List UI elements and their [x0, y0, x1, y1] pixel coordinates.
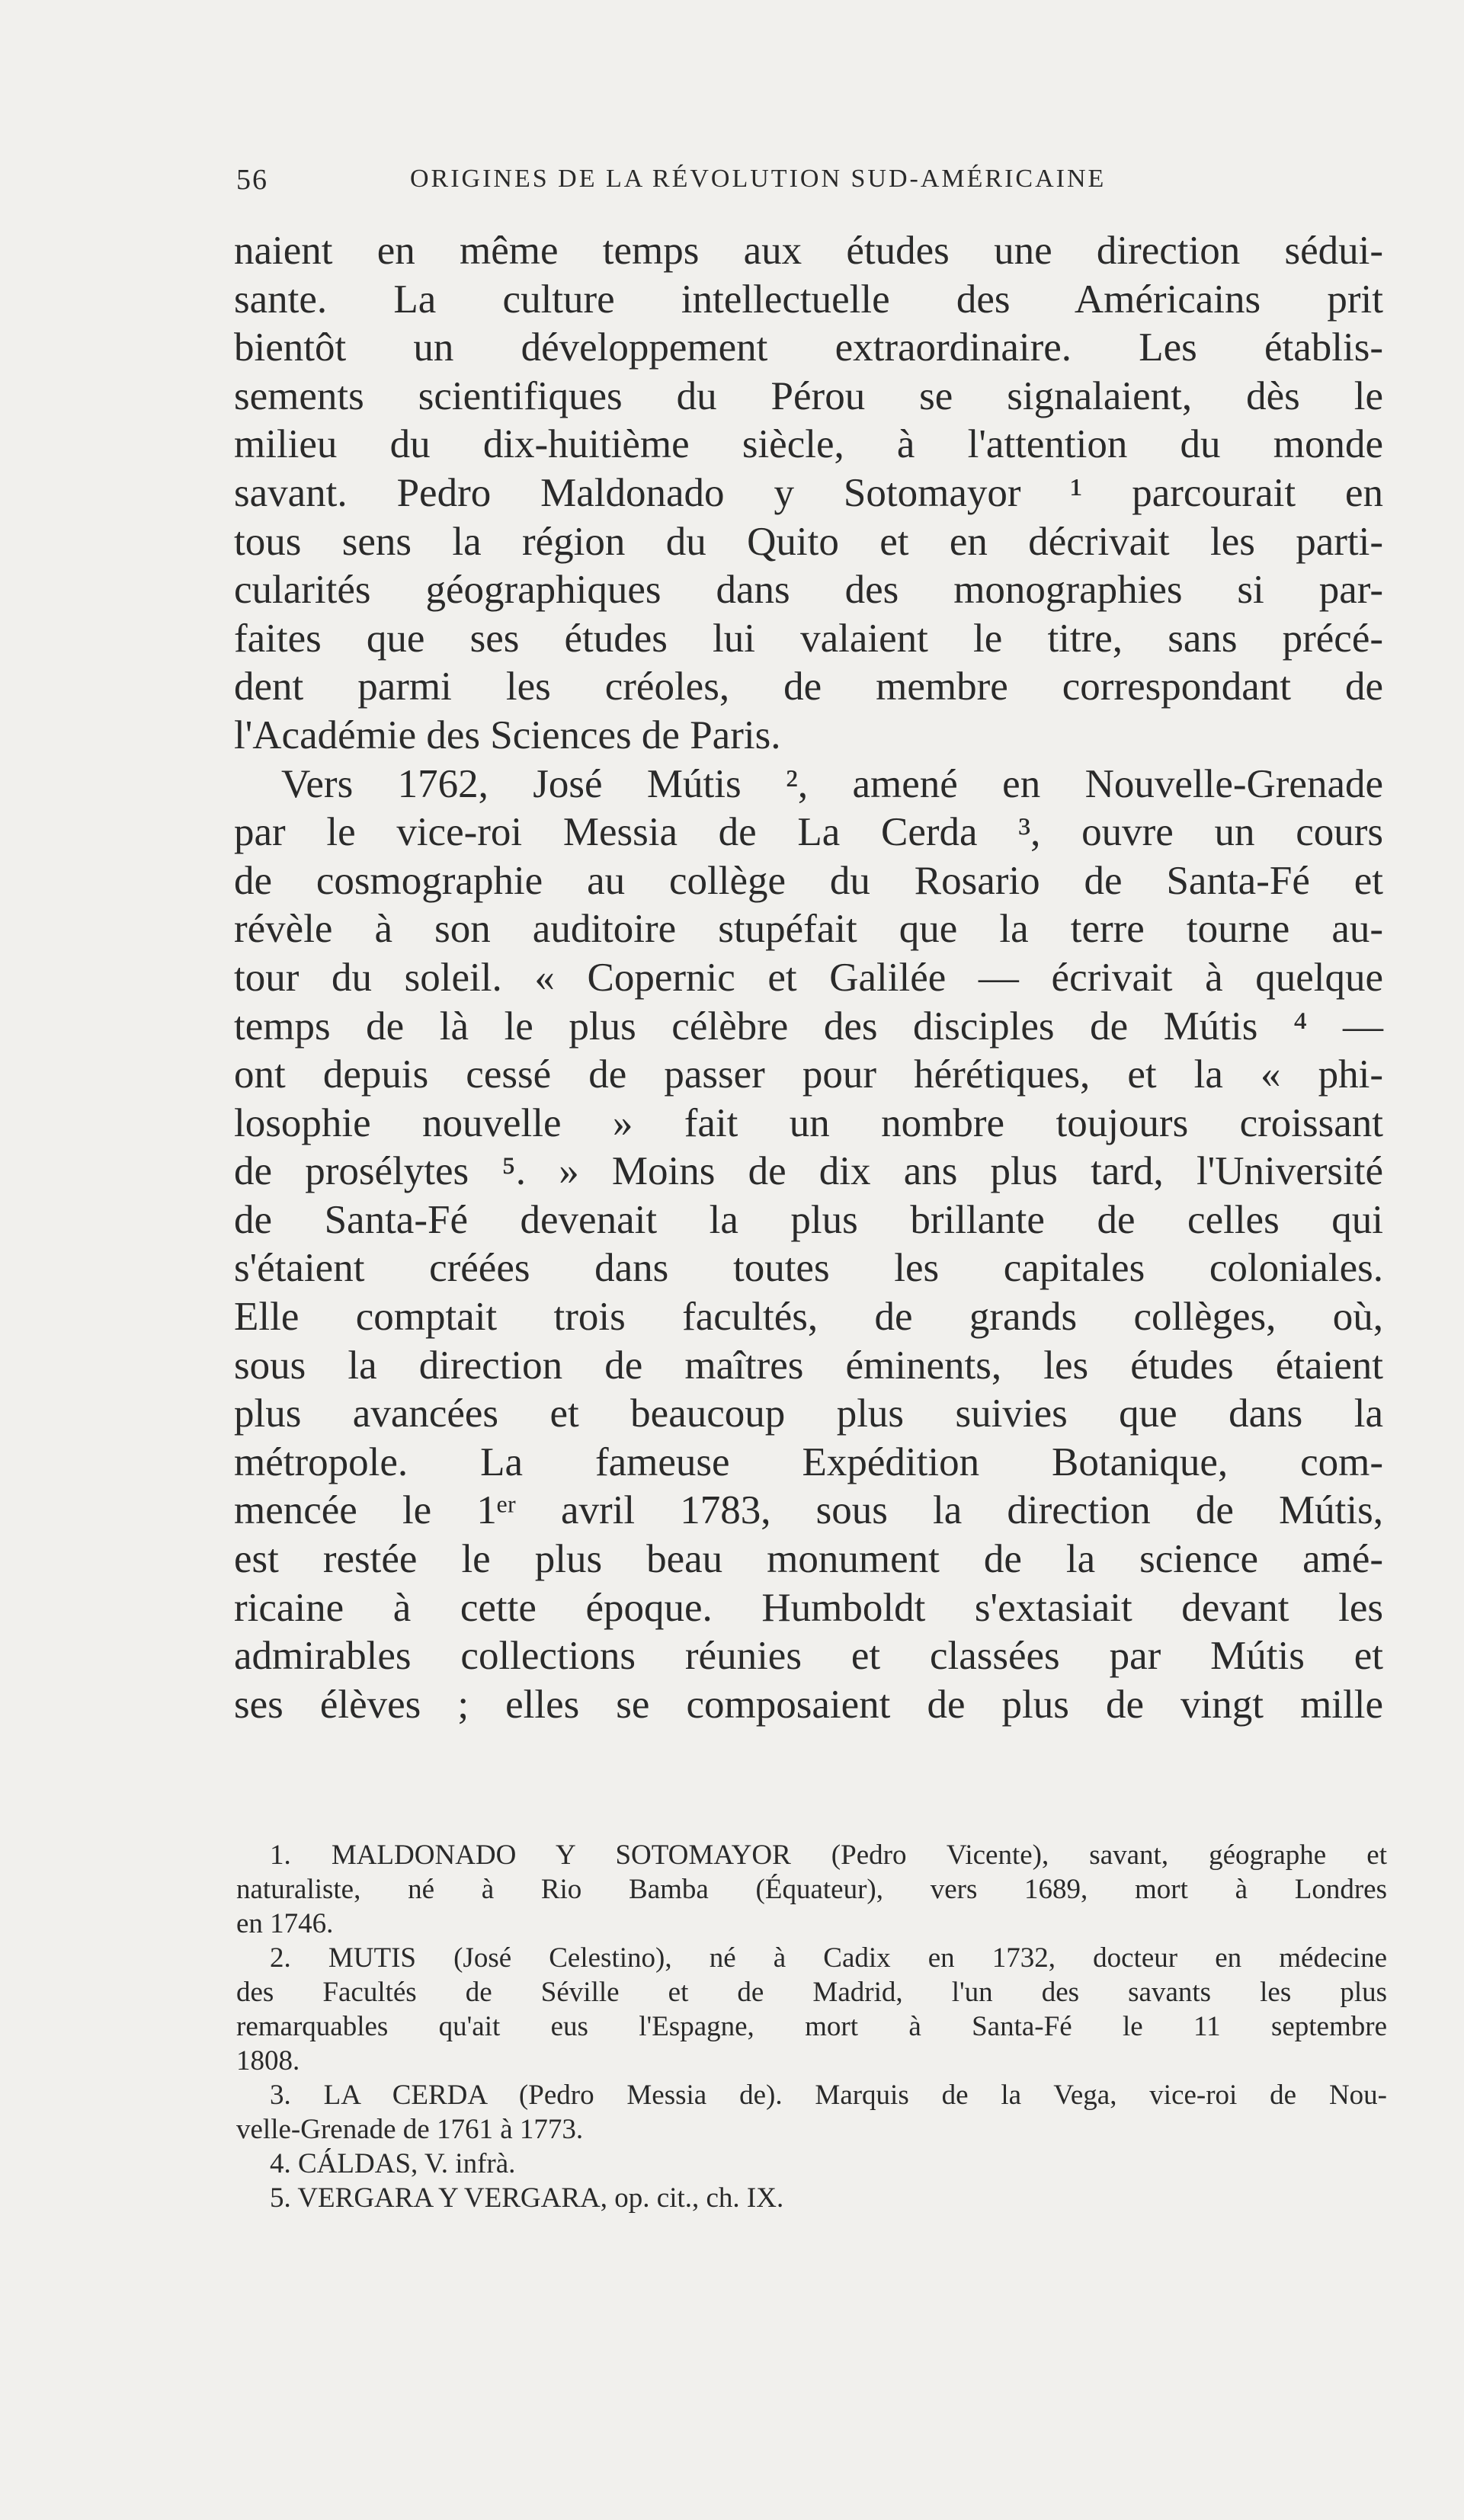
body-line: par le vice-roi Messia de La Cerda ³, ouvre un cours: [234, 810, 1383, 855]
body-line: Elle comptait trois facultés, de grands collèges, où,: [234, 1295, 1383, 1340]
body-line: est restée le plus beau monument de la science amé-: [234, 1537, 1383, 1582]
footnote-line: des Facultés de Séville et de Madrid, l'un des savants les plus: [236, 1977, 1387, 2008]
body-line: plus avancées et beaucoup plus suivies que dans la: [234, 1391, 1383, 1436]
body-line: de prosélytes ⁵. » Moins de dix ans plus tard, l'Université: [234, 1149, 1383, 1194]
body-line: ses élèves ; elles se composaient de plus de vingt mille: [234, 1682, 1383, 1727]
body-line: révèle à son auditoire stupéfait que la terre tourne au-: [234, 907, 1383, 952]
footnote-line: 1808.: [236, 2045, 300, 2077]
body-text: [234, 227, 1383, 1729]
footnote-line: remarquables qu'ait eus l'Espagne, mort à Santa-Fé le 11 septembre: [236, 2011, 1387, 2042]
body-line: sante. La culture intellectuelle des Américains prit: [234, 277, 1383, 322]
body-line: savant. Pedro Maldonado y Sotomayor ¹ parcourait en: [234, 470, 1383, 515]
footnotes: [236, 1838, 1387, 2215]
body-line: tous sens la région du Quito et en décrivait les parti-: [234, 519, 1383, 564]
footnote-line: 4. CÁLDAS, V. infrà.: [270, 2148, 516, 2179]
body-line: de cosmographie au collège du Rosario de Santa-Fé et: [234, 858, 1383, 903]
footnote-line: en 1746.: [236, 1908, 334, 1939]
running-title: ORIGINES DE LA RÉVOLUTION SUD-AMÉRICAINE: [410, 165, 1107, 193]
body-line: s'étaient créées dans toutes les capitales coloniales.: [234, 1246, 1383, 1291]
body-line: ont depuis cessé de passer pour hérétiques, et la « phi-: [234, 1052, 1383, 1097]
body-line: naient en même temps aux études une direction sédui-: [234, 229, 1383, 273]
footnote-line: 1. MALDONADO Y SOTOMAYOR (Pedro Vicente), savant, géographe et: [270, 1840, 1387, 1871]
body-line: tour du soleil. « Copernic et Galilée — écrivait à quelque: [234, 955, 1383, 1000]
footnote-line: 5. VERGARA Y VERGARA, op. cit., ch. IX.: [270, 2182, 784, 2214]
body-line: Vers 1762, José Mútis ², amené en Nouvelle-Grenade: [281, 761, 1383, 806]
footnote-line: naturaliste, né à Rio Bamba (Équateur), vers 1689, mort à Londres: [236, 1874, 1387, 1905]
body-line: admirables collections réunies et classées par Mútis et: [234, 1634, 1383, 1679]
body-line: l'Académie des Sciences de Paris.: [234, 712, 781, 757]
body-line: bientôt un développement extraordinaire. Les établis-: [234, 325, 1383, 370]
footnote-line: 3. LA CERDA (Pedro Messia de). Marquis de la Vega, vice-roi de Nou-: [270, 2080, 1387, 2111]
body-line: cularités géographiques dans des monographies si par-: [234, 568, 1383, 613]
footnote-line: 2. MUTIS (José Celestino), né à Cadix en 1732, docteur en médecine: [270, 1942, 1387, 1974]
body-line: temps de là le plus célèbre des disciples de Mútis ⁴ —: [234, 1004, 1383, 1049]
body-line: milieu du dix-huitième siècle, à l'attention du monde: [234, 422, 1383, 467]
body-line: mencée le 1ᵉʳ avril 1783, sous la direction de Mútis,: [234, 1488, 1383, 1533]
body-line: sements scientifiques du Pérou se signalaient, dès le: [234, 373, 1383, 418]
page-header: [229, 160, 1227, 206]
body-line: losophie nouvelle » fait un nombre toujours croissant: [234, 1100, 1383, 1145]
body-line: faites que ses études lui valaient le titre, sans précé-: [234, 616, 1383, 661]
body-line: sous la direction de maîtres éminents, les études étaient: [234, 1343, 1383, 1388]
body-line: ricaine à cette époque. Humboldt s'extasiait devant les: [234, 1585, 1383, 1630]
body-line: métropole. La fameuse Expédition Botanique, com-: [234, 1439, 1383, 1484]
body-line: de Santa-Fé devenait la plus brillante de celles qui: [234, 1197, 1383, 1242]
page-number: 56: [236, 164, 268, 196]
footnote-line: velle-Grenade de 1761 à 1773.: [236, 2114, 584, 2145]
body-line: dent parmi les créoles, de membre correspondant de: [234, 664, 1383, 709]
